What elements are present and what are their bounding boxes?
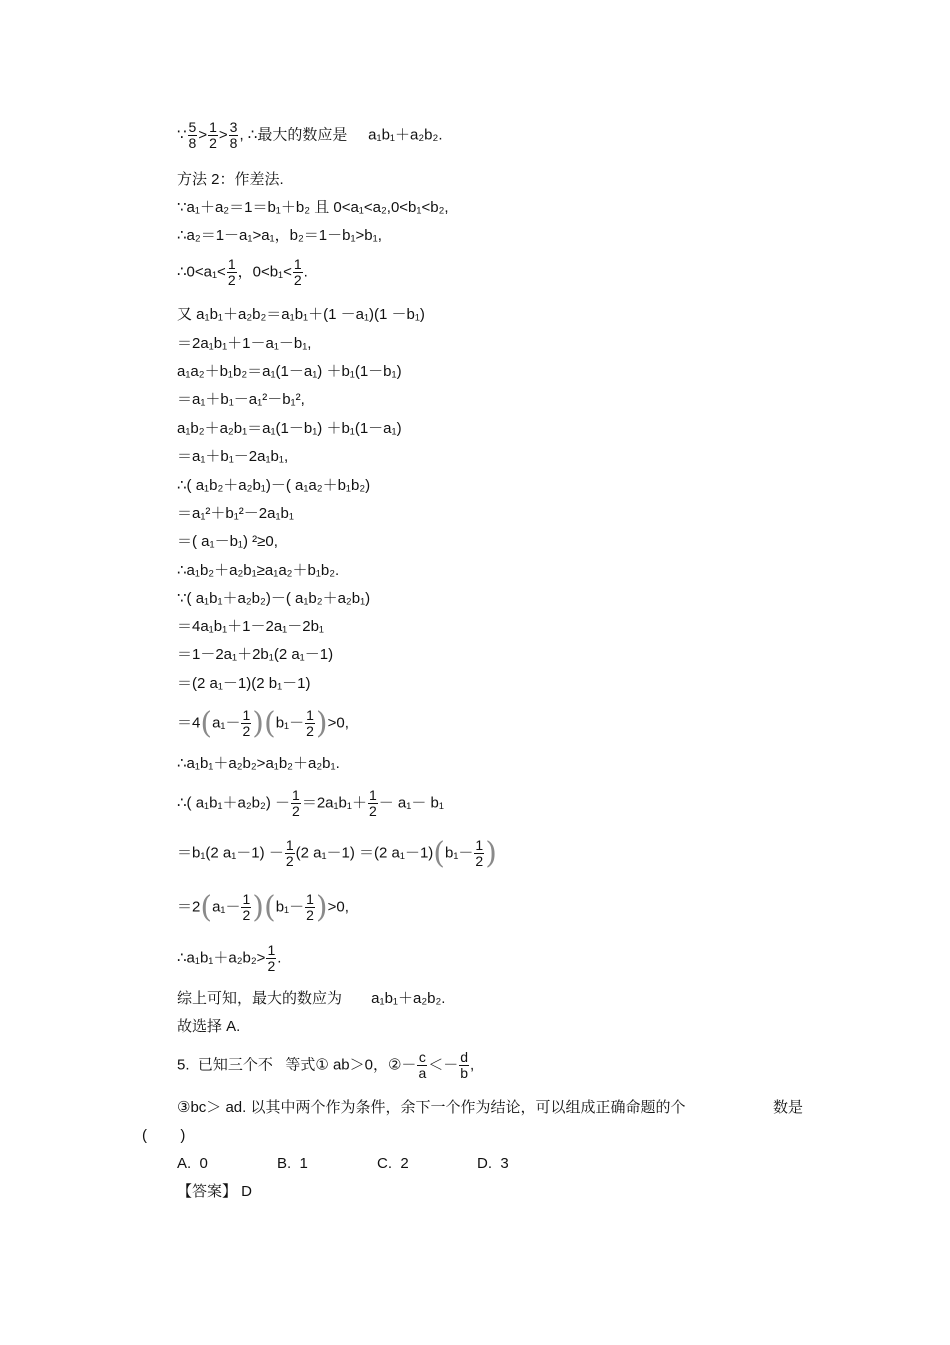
text-segment: ＝a₁²＋b₁²－2a₁b₁	[177, 505, 294, 522]
numerator: 1	[292, 787, 300, 803]
text-line	[177, 476, 370, 496]
text-segment: ( )	[142, 1127, 186, 1144]
text-segment: ＝1－2a₁＋2b₁(2 a₁－1)	[177, 646, 334, 663]
text-segment: ∴0<a₁<	[177, 263, 226, 281]
fraction	[459, 1050, 469, 1081]
fraction	[266, 943, 276, 974]
numerator: 1	[306, 891, 314, 907]
text-segment: (2 a₁－1) ＝(2 a₁－1)	[295, 844, 434, 862]
numerator: 1	[475, 837, 484, 853]
numerator: 1	[306, 707, 314, 723]
text-line	[177, 1182, 252, 1202]
text-line	[177, 835, 497, 871]
text-segment: ＝2	[177, 898, 201, 916]
text-segment: a₁－	[212, 714, 241, 732]
text-line	[177, 334, 311, 354]
paren: (	[200, 889, 213, 925]
text-line	[142, 1126, 185, 1146]
text-segment: ＝(2 a₁－1)(2 b₁－1)	[177, 675, 311, 692]
fraction	[368, 788, 378, 819]
text-segment: ∵	[177, 126, 187, 144]
text-line	[177, 504, 294, 524]
text-segment: ＝2a₁b₁＋1－a₁－b₁,	[177, 335, 312, 352]
text-segment: b₁－	[275, 714, 305, 732]
text-segment: 故选择 A.	[177, 1018, 241, 1035]
denominator: 2	[267, 958, 276, 974]
denominator: 2	[285, 853, 294, 869]
text-line	[177, 989, 445, 1009]
text-segment: ∵( a₁b₁＋a₂b₂)－( a₁b₂＋a₂b₁)	[177, 590, 371, 607]
fraction	[417, 1050, 427, 1081]
text-segment: ＝2a₁b₁＋	[301, 794, 367, 812]
text-line	[177, 226, 382, 246]
numerator: 1	[368, 787, 377, 803]
numerator: 1	[242, 707, 251, 723]
answer-option: B. 1	[277, 1155, 308, 1172]
fraction	[241, 892, 251, 923]
text-line	[177, 788, 444, 819]
denominator: 2	[475, 853, 484, 869]
text-line	[177, 705, 349, 741]
denominator: 8	[229, 135, 238, 151]
text-line	[177, 1017, 240, 1037]
numerator: 1	[285, 837, 294, 853]
denominator: 2	[293, 272, 302, 288]
text-segment: b₁－	[275, 898, 305, 916]
text-line	[177, 645, 333, 665]
numerator: 5	[188, 119, 197, 135]
denominator: 2	[227, 272, 236, 288]
paren: )	[315, 889, 328, 925]
denominator: a	[418, 1065, 427, 1081]
text-segment: ∴( a₁b₂＋a₂b₁)－( a₁a₂＋b₁b₂)	[177, 477, 371, 494]
text-line	[177, 120, 443, 151]
text-segment: ＝4	[177, 714, 201, 732]
text-segment: a₁－	[212, 898, 241, 916]
text-segment: >0,	[327, 898, 349, 916]
answer-option: C. 2	[377, 1155, 409, 1172]
text-segment: a₁b₂＋a₂b₁＝a₁(1－b₁) ＋b₁(1－a₁)	[177, 420, 402, 437]
text-line	[177, 198, 449, 218]
text-segment: ，0<b₁<	[237, 263, 292, 281]
text-segment: － a₁－ b₁	[378, 794, 444, 812]
denominator: 2	[306, 907, 314, 923]
text-segment: b₁－	[445, 844, 474, 862]
fraction	[305, 708, 315, 739]
text-segment: ＜－	[428, 1056, 459, 1074]
text-line	[177, 889, 349, 925]
denominator: 2	[306, 723, 314, 739]
text-segment: ∴( a₁b₁＋a₂b₂) －	[177, 794, 291, 812]
text-segment: 【答案】 D	[177, 1183, 253, 1200]
numerator: 3	[229, 119, 238, 135]
text-segment: >	[218, 126, 228, 144]
text-line	[177, 447, 288, 467]
numerator: 1	[293, 256, 302, 272]
numerator: d	[460, 1049, 469, 1065]
text-segment: ∴a₁b₁＋a₂b₂>a₁b₂＋a₂b₁.	[177, 755, 340, 772]
text-line	[177, 362, 402, 382]
text-segment: ＝4a₁b₁＋1－2a₁－2b₁	[177, 618, 324, 635]
text-segment: .	[303, 263, 308, 281]
denominator: 2	[209, 135, 217, 151]
numerator: 1	[209, 119, 217, 135]
text-line	[177, 532, 278, 552]
text-line	[177, 754, 340, 774]
text-line	[177, 674, 311, 694]
text-segment: ＝( a₁－b₁) ²≥0,	[177, 533, 278, 550]
numerator: 1	[242, 891, 251, 907]
text-segment: ∵a₁＋a₂＝1＝b₁＋b₂ 且 0<a₁<a₂,0<b₁<b₂,	[177, 199, 449, 216]
fraction	[241, 708, 251, 739]
text-segment: ∴a₂＝1－a₁>a₁，b₂＝1－b₁>b₁,	[177, 227, 382, 244]
paren: )	[485, 835, 497, 871]
text-segment: ∴a₁b₂＋a₂b₁≥a₁a₂＋b₁b₂.	[177, 562, 340, 579]
text-segment: 5. 已知三个不 等式① ab＞0，②－	[177, 1056, 417, 1074]
fraction	[305, 892, 315, 923]
fraction	[474, 838, 484, 869]
denominator: 2	[368, 803, 377, 819]
answer-option: A. 0	[177, 1155, 208, 1172]
text-line	[177, 1154, 509, 1174]
text-line	[177, 390, 305, 410]
paren: )	[252, 889, 264, 925]
text-line	[177, 305, 425, 325]
text-segment: 又 a₁b₁＋a₂b₂＝a₁b₁＋(1 －a₁)(1 －b₁)	[177, 306, 425, 323]
text-segment: a₁a₂＋b₁b₂＝a₁(1－a₁) ＋b₁(1－b₁)	[177, 363, 402, 380]
denominator: 2	[292, 803, 300, 819]
numerator: 1	[227, 256, 236, 272]
text-line	[177, 617, 324, 637]
paren: )	[315, 705, 328, 741]
text-line	[177, 257, 308, 288]
text-segment: , ∴最大的数应是 a₁b₁＋a₂b₂.	[239, 126, 443, 144]
numerator: c	[418, 1049, 426, 1065]
text-segment: >	[198, 126, 208, 144]
fraction	[291, 788, 301, 819]
denominator: 2	[242, 907, 251, 923]
text-line	[177, 561, 339, 581]
text-line	[177, 1050, 474, 1081]
numerator: 1	[267, 942, 276, 958]
text-segment: ＝a₁＋b₁－2a₁b₁,	[177, 448, 289, 465]
text-segment: ,	[470, 1056, 475, 1074]
text-segment: 方法 2：作差法.	[177, 171, 284, 188]
paren: )	[252, 705, 264, 741]
text-line	[177, 419, 402, 439]
denominator: 2	[242, 723, 251, 739]
text-segment: 综上可知，最大的数应为 a₁b₁＋a₂b₂.	[177, 990, 446, 1007]
paren: (	[263, 705, 276, 741]
denominator: 8	[188, 135, 197, 151]
fraction	[293, 257, 303, 288]
fraction	[188, 120, 198, 151]
text-line	[177, 589, 370, 609]
text-segment: .	[277, 949, 282, 967]
fraction	[227, 257, 237, 288]
text-segment: ＝b₁(2 a₁－1) －	[177, 844, 284, 862]
text-segment: >0,	[327, 714, 349, 732]
text-line	[177, 1098, 803, 1118]
text-segment: ③bc＞ ad. 以其中两个作为条件，余下一个作为结论，可以组成正确命题的个 数是	[177, 1099, 803, 1116]
fraction	[208, 120, 218, 151]
fraction	[229, 120, 239, 151]
text-line	[177, 943, 281, 974]
text-line	[177, 170, 284, 190]
text-segment: ∴a₁b₁＋a₂b₂>	[177, 949, 266, 967]
paren: (	[263, 889, 276, 925]
text-segment: ＝a₁＋b₁－a₁²－b₁²,	[177, 391, 305, 408]
fraction	[285, 838, 295, 869]
text-segment: D. 3	[477, 1155, 509, 1172]
paren: (	[200, 705, 213, 741]
denominator: b	[460, 1065, 469, 1081]
paren: (	[433, 835, 446, 871]
